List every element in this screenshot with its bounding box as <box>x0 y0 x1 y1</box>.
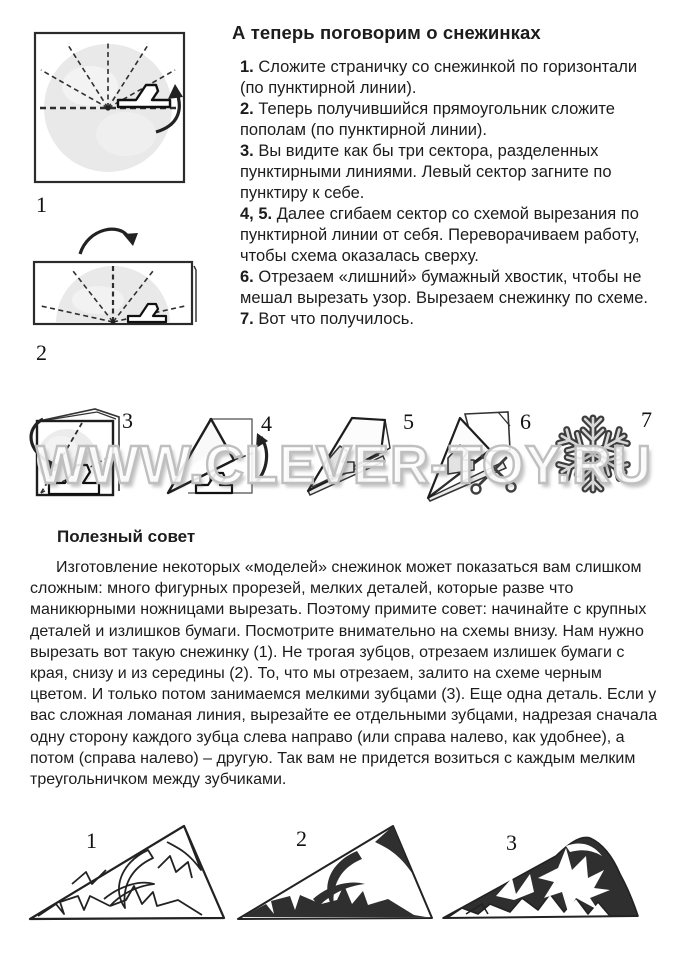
advice-body: Изготовление некоторых «моделей» снежинок может показаться вам слишком сложным: много фигурных прорезей, мелких деталей, которые разве что маникюрными ножницами вырезать. Поэтому примите совет: начинайте с крупных деталей и излишков бумаги. Посмотрите внимательно на схемы внизу. Нам нужно вырезать вот такую снежинку (1). Не трогая зубцов, отрезаем излишек бумаги с края, снизу и из середины (2). То, что мы отрезаем, залито на схеме черным цветом. И только потом занимаемся мелкими зубцами (3). Еще одна деталь. Если у вас сложная ломаная линия, вырезайте ее отдельными зубцами, надрезая сначала одну сторону каждого зубца слева направо (или справа налево, как удобнее), а потом (справа налево) – другую. Так вам не придется возиться с каждым мелким треугольничком между зубчиками. <box>30 559 658 789</box>
instruction-item <box>240 57 664 99</box>
watermark: WWW.CLEVER-TOY.RU <box>36 435 652 495</box>
example-1-label: 1 <box>86 828 97 853</box>
fold-step-5-label: 5 <box>403 409 414 434</box>
instruction-number: 4, 5. <box>240 205 273 223</box>
instruction-item <box>240 204 664 267</box>
instruction-text: Далее сгибаем сектор со схемой вырезания по пунктирной линии от себя. Переворачиваем работу, чтобы схема оказалась сверху. <box>240 205 640 265</box>
example-1-diagram <box>26 822 228 924</box>
fold-step-2-diagram <box>28 222 203 344</box>
instruction-item <box>240 309 664 330</box>
fold-step-1-label: 1 <box>36 192 47 217</box>
example-3-label: 3 <box>506 830 517 855</box>
instruction-number: 6. <box>240 268 254 286</box>
instruction-number: 1. <box>240 58 254 76</box>
example-3-diagram <box>438 826 642 924</box>
fold-step-3-label: 3 <box>122 408 133 433</box>
fold-step-7-label: 7 <box>641 407 652 432</box>
instruction-item <box>240 267 664 309</box>
page-title: А теперь поговорим о снежинках <box>232 22 541 43</box>
example-2-label: 2 <box>296 826 307 851</box>
instruction-text: Отрезаем «лишний» бумажный хвостик, чтобы не мешал вырезать узор. Вырезаем снежинку по схеме. <box>240 268 648 307</box>
instruction-text: Вот что получилось. <box>258 310 414 328</box>
fold-arrow-icon <box>80 229 138 254</box>
fold-step-4-label: 4 <box>261 411 272 436</box>
fold-step-6-label: 6 <box>520 409 531 434</box>
instruction-number: 7. <box>240 310 254 328</box>
instruction-number: 2. <box>240 100 254 118</box>
instruction-item <box>240 141 664 204</box>
instruction-item <box>240 99 664 141</box>
instruction-number: 3. <box>240 142 254 160</box>
example-2-diagram <box>236 822 438 924</box>
instruction-list <box>240 57 664 330</box>
fold-step-2-label: 2 <box>36 340 47 365</box>
instruction-text: Вы видите как бы три сектора, разделенных пунктирными линиями. Левый сектор загните по пунктиру к себе. <box>240 142 612 202</box>
advice-heading: Полезный совет <box>57 527 196 546</box>
fold-step-1-diagram <box>30 28 195 190</box>
instruction-text: Теперь получившийся прямоугольник сложите пополам (по пунктирной линии). <box>240 100 615 139</box>
instruction-text: Сложите страничку со снежинкой по горизонтали (по пунктирной линии). <box>240 58 638 97</box>
